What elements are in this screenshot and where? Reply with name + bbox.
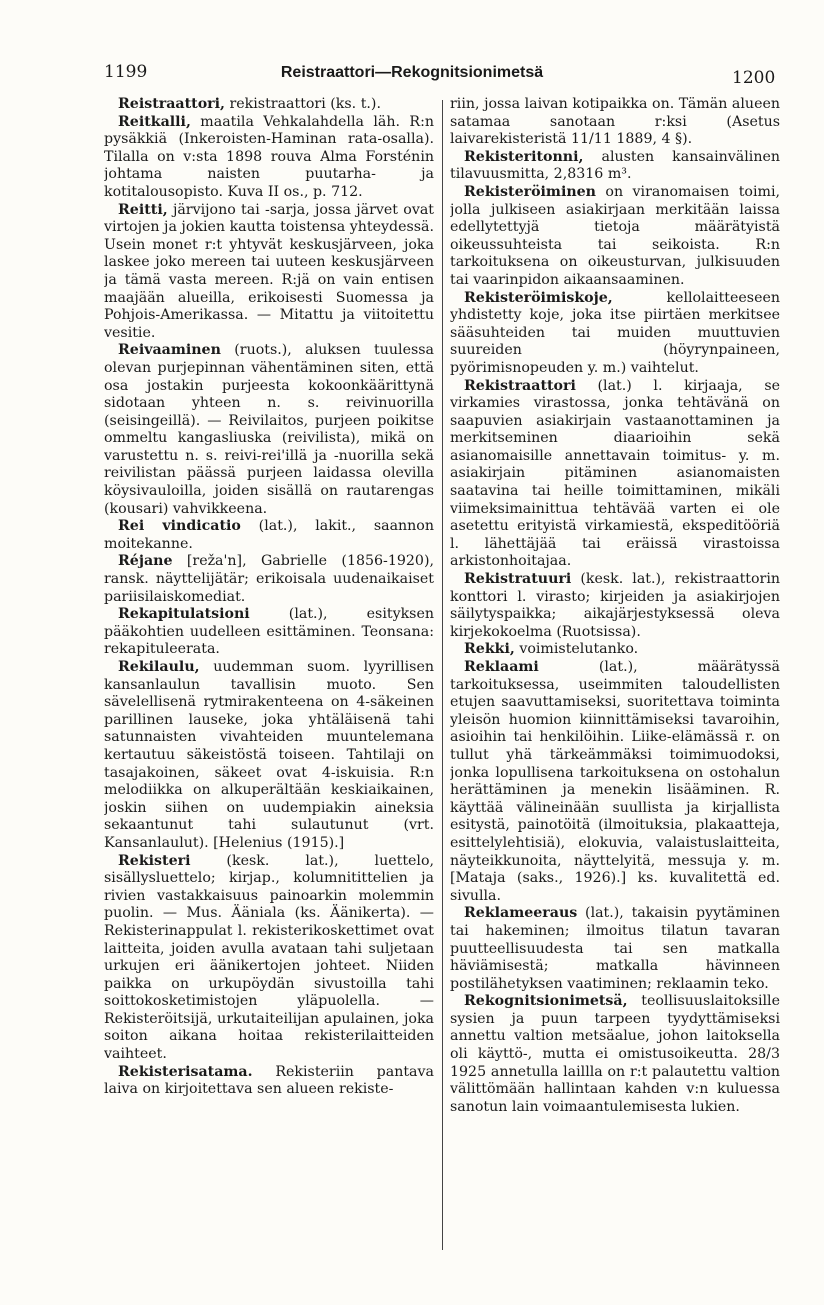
- dictionary-entry: [104, 518, 434, 553]
- entry-text: (ruots.), aluksen tuulessa olevan purjepinnan vähentäminen siten, että osa jostakin purjeesta kokoonkäärittynä sidotaan yhteen n. s. reivinuorilla (seisingeillä). — Reivilaitos, purjeen poikitse ommeltu kangasliuska (reivilista), mikä on varustettu n. s. reivi-rei'illä ja -nuorilla sekä reivilistan päässä purjeen laidassa olevilla köysivauloilla, joiden sisällä on rautarengas (kousari) vahvikkeena.: [104, 342, 434, 517]
- entry-text: riin, jossa laivan kotipaikka on. Tämän alueen satamaa sanotaan r:ksi (Asetus laivarekisteristä 11/11 1889, 4 §).: [450, 96, 780, 148]
- entry-headword: Rekognitsionimetsä,: [464, 993, 628, 1010]
- entry-headword: Reistraattori,: [118, 96, 225, 112]
- entry-headword: Rekisteröimiskoje,: [464, 289, 613, 306]
- entry-headword: Reklaami: [464, 659, 539, 675]
- entry-text: [reža'n], Gabrielle (1856-1920), ransk. näyttelijätär; erikoisala uudenaikaiset pariisilaiskomediat.: [104, 553, 434, 605]
- entry-text: teollisuuslaitoksille sysien ja puun tarpeen tyydyttämiseksi annettu valtion metsäalue, johon laitoksella oli käyttö-, mutta ei omistusoikeutta. 28/3 1925 annetulla laillla on r:t palautettu valtion välittömään hallintaan kahden v:n kuluessa sanotun lain voimaantulemisesta lukien.: [450, 993, 780, 1115]
- entry-headword: Reitkalli,: [118, 113, 191, 130]
- entry-headword: Reitti,: [118, 201, 168, 218]
- dictionary-entry: [450, 96, 780, 149]
- dictionary-entry: [450, 290, 780, 378]
- entry-text: (kesk. lat.), rekistraattorin konttori l. virasto; kirjeiden ja asiakirjojen säilytyspaikka; aikajärjestyksessä oleva kirjekokoelma (Ruotsissa).: [450, 571, 780, 640]
- right-page-number: 1200: [732, 68, 776, 88]
- entry-headword: Rekistraattori: [464, 377, 576, 394]
- entry-headword: Reivaaminen: [118, 342, 221, 359]
- dictionary-entry: [104, 659, 434, 853]
- entry-headword: Rekistratuuri: [464, 571, 572, 588]
- dictionary-entry: [450, 149, 780, 184]
- entry-headword: Rekisteri: [118, 852, 191, 869]
- entry-headword: Reklameeraus: [464, 905, 578, 922]
- entry-text: (lat.) l. kirjaaja, se virkamies virastossa, jonka tehtävänä on saapuvien asiakirjain vastaanottaminen ja merkitseminen diaarioihin sekä asianomaisille annettavain toimitus- y. m. asiakirjain pitäminen asianomaisten saatavina tai heille toimittaminen, mikäli viimeksimainittua tehtävää varten ei ole asetettu erityistä virkamiestä, ekspeditööriä l. lähettäjää tai eräissä virastoissa arkistonhoitajaa.: [450, 377, 780, 570]
- running-title: Reistraattori—Rekognitsionimetsä: [280, 64, 544, 81]
- entry-text: on viranomaisen toimi, jolla julkiseen asiakirjaan merkitään laissa edellytettyjä tietoja määrätyistä oikeussuhteista tai seikoista. R:n tarkoituksena on oikeusturvan, julkisuuden tai vaarinpidon aikaansaaminen.: [450, 183, 780, 288]
- entry-text: voimistelutanko.: [514, 641, 639, 658]
- entry-text: (lat.), lakit., saannon moitekanne.: [104, 518, 434, 552]
- dictionary-entry: [450, 905, 780, 993]
- entry-headword: Rekilaulu,: [118, 659, 200, 675]
- dictionary-entry: [450, 571, 780, 641]
- dictionary-entry: [450, 659, 780, 905]
- dictionary-entry: [104, 342, 434, 518]
- entry-text: kellolaitteeseen yhdistetty koje, joka itse piirtäen merkitsee sääsuhteiden tai muiden muuttuvien suureiden (höyrynpaineen, pyörimisnopeuden y. m.) vaihtelut.: [450, 289, 780, 376]
- page-header: [0, 0, 824, 90]
- entry-text: järvijono tai -sarja, jossa järvet ovat virtojen ja jokien kautta toistensa yhteydessä. Usein monet r:t yhtyvät keskusjärveen, joka laskee joko mereen tai uuteen keskusjärveen ja tämä vasta mereen. R:jä on vain entisen maajään alueilla, erikoisesti Suomessa ja Pohjois-Amerikassa. — Mitattu ja viitoitettu vesitie.: [104, 201, 434, 341]
- dictionary-entry: [104, 96, 434, 114]
- entry-headword: Rei vindicatio: [118, 518, 241, 535]
- entry-text: rekistraattori (ks. t.).: [224, 96, 381, 112]
- dictionary-entry: [450, 184, 780, 290]
- entry-text: (kesk. lat.), luettelo, sisällysluettelo; kirjap., kolumnitittelien ja rivien vastakkaisuus painoarkin molemmin puolin. — Mus. Ääniala (ks. Äänikerta). — Rekisterinappulat l. rekisterikoskettimet ovat laitteita, joiden avulla avataan tahi suljetaan urkujen eri äänikertojen johteet. Niiden paikka on urkupöydän sivustoilla tahi soittokosketimistojen yläpuolella. — Rekisteröitsijä, urkutaiteilijan apulainen, joka soiton aikana hoitaa rekisterilaitteiden vaihteet.: [104, 852, 434, 1063]
- left-page-number: 1199: [104, 62, 148, 82]
- entry-text: alusten kansainvälinen tilavuusmitta, 2,8316 m³.: [450, 148, 780, 183]
- dictionary-entry: [450, 378, 780, 572]
- entry-text: (lat.), takaisin pyytäminen tai hakeminen; ilmoitus tilatun tavaran puutteellisuudesta tai sen matkalla häviämisestä; matkalla hävinneen postilähetyksen vaatiminen; reklaamin teko.: [450, 905, 780, 992]
- entry-headword: Rekisteritonni,: [464, 148, 584, 165]
- dictionary-entry: [104, 202, 434, 343]
- dictionary-entry: [450, 641, 780, 659]
- dictionary-entry: [104, 1064, 434, 1099]
- right-column: [450, 96, 780, 1256]
- entry-headword: Rekisteröiminen: [464, 183, 596, 200]
- dictionary-entry: [104, 553, 434, 606]
- entry-text: (lat.), esityksen pääkohtien uudelleen esittäminen. Teonsana: rekapituleerata.: [104, 606, 434, 658]
- dictionary-entry: [104, 853, 434, 1064]
- left-column: [104, 96, 434, 1256]
- entry-text: (lat.), määrätyssä tarkoituksessa, useimmiten taloudellisten etujen saavuttamiseksi, suoritettava toiminta yleisön huomion kiinnittämiseksi tavaroihin, asioihin tai henkilöihin. Liike-elämässä r. on tullut yhä tärkeämmäksi toimimuodoksi, jonka lopullisena tarkoituksena on ostohalun herättäminen ja menekin lisääminen. R. käyttää välineinään suullista ja kirjallista esitystä, painotöitä (ilmoituksia, plakaatteja, esittelylehtisiä), elokuvia, valaistuslaitteita, näyteikkunoita, näyttelyitä, messuja y. m. [Mataja (saks., 1926).] ks. kuvalitettä ed. sivulla.: [450, 659, 780, 904]
- entry-headword: Réjane: [118, 553, 173, 570]
- entry-text: maatila Vehkalahdella läh. R:n pysäkkiä (Inkeroisten-Haminan rata-osalla). Tilalla on v:sta 1898 rouva Alma Forsténin johtama naisten puutarha- ja kotitalousopisto. Kuva II os., p. 712.: [104, 113, 434, 200]
- dictionary-entry: [450, 993, 780, 1116]
- entry-text: uudemman suom. lyyrillisen kansanlaulun tavallisin muoto. Sen sävelellisenä rytmirakenteena on 4-säkeinen parillinen lauseke, joka yhtäläisenä tahi satunnaisten vivahteiden muuntelemana kertautuu säkeistöstä toiseen. Tahtilaji on tasajakoinen, säkeet ovat 4-iskuisia. R:n melodiikka on alkuperältään keskiaikainen, joskin siihen on uudempiakin aineksia sekaantunut tahi sulautunut (vrt. Kansanlaulut). [Helenius (1915).]: [104, 659, 434, 851]
- dictionary-entry: [104, 606, 434, 659]
- dictionary-entry: [104, 114, 434, 202]
- entry-headword: Rekki,: [464, 641, 515, 658]
- column-divider: [442, 100, 443, 1250]
- entry-headword: Rekapitulatsioni: [118, 606, 250, 623]
- entry-headword: Rekisterisatama.: [118, 1063, 253, 1080]
- entry-text: Rekisteriin pantava laiva on kirjoitettava sen alueen rekiste-: [104, 1063, 434, 1098]
